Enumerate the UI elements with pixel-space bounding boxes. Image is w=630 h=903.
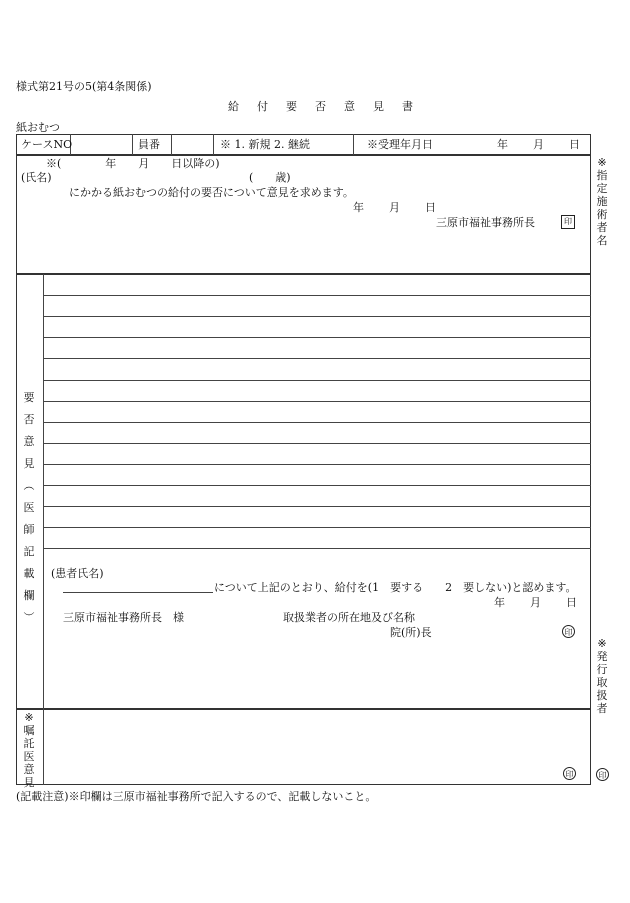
vertical-char: ※ (24, 711, 34, 724)
vertical-char: 行 (596, 663, 608, 676)
case-no-label: ケースNO (21, 138, 73, 151)
vertical-char: 名 (596, 234, 608, 247)
opinion-ruled-line (43, 380, 591, 381)
opinion-ruled-line (43, 485, 591, 486)
received-month-label: 月 (533, 138, 544, 151)
opinion-ruled-line (43, 337, 591, 338)
vertical-char: 指 (596, 169, 608, 182)
footer-note: (記載注意)※印欄は三原市福祉事務所で記入するので、記載しないこと。 (16, 790, 377, 803)
title-char: 否 (315, 100, 326, 113)
opinion-ruled-line (43, 443, 591, 444)
received-year-label: 年 (497, 138, 508, 151)
request-issuer: 三原市福祉事務所長 (436, 216, 535, 229)
vertical-char: 扱 (596, 689, 608, 702)
patient-name-underline[interactable] (63, 592, 213, 593)
vertical-char: ※ (597, 637, 607, 650)
vertical-char: 載 (23, 567, 35, 580)
vertical-char: 嘱 (23, 724, 35, 737)
document-title (219, 100, 422, 113)
vertical-char: ︵ (23, 479, 35, 492)
patient-name-label: (氏名) (21, 171, 52, 184)
commissioned-opinion-field[interactable] (45, 711, 589, 771)
document-subtitle: 紙おむつ (16, 121, 60, 134)
opinion-year-label: 年 (494, 596, 505, 609)
opinion-vertical-label (22, 391, 36, 633)
request-year-label: 年 (353, 201, 364, 214)
vertical-char: 記 (23, 545, 35, 558)
form-number: 様式第21号の5(第4条関係) (16, 80, 152, 93)
received-date-label: ※受理年月日 (367, 138, 433, 151)
issuing-handler-label (595, 637, 609, 715)
addressee: 三原市福祉事務所長 様 (63, 611, 184, 624)
vertical-char: 見 (23, 457, 35, 470)
opinion-month-label: 月 (530, 596, 541, 609)
since-date-line: ※( 年 月 日以降の) (46, 157, 220, 170)
vertical-char: 施 (596, 195, 608, 208)
vertical-char: ※ (597, 156, 607, 169)
title-char: 書 (402, 100, 413, 113)
provider-label: 取扱業者の所在地及び名称 (283, 611, 415, 624)
received-day-label: 日 (569, 138, 580, 151)
opinion-ruled-line (43, 422, 591, 423)
opinion-ruled-line (43, 401, 591, 402)
title-char: 要 (286, 100, 297, 113)
title-char: 給 (228, 100, 239, 113)
title-char: 付 (257, 100, 268, 113)
request-day-label: 日 (425, 201, 436, 214)
patient-name-field-label: (患者氏名) (51, 567, 104, 580)
opinion-section (16, 274, 591, 709)
opinion-ruled-line (43, 548, 591, 549)
vertical-char: 医 (23, 750, 35, 763)
opinion-ruled-line (43, 506, 591, 507)
vertical-char: 術 (596, 208, 608, 221)
vertical-char: 師 (23, 523, 35, 536)
vertical-char: ︶ (23, 611, 35, 624)
opinion-ruled-line (43, 464, 591, 465)
vertical-char: 見 (23, 776, 35, 789)
agreement-text: について上記のとおり、給付を(1 要する 2 要しない)と認めます。 (214, 581, 577, 594)
commissioned-seal-icon: 印 (563, 767, 576, 780)
vertical-char: 意 (23, 435, 35, 448)
opinion-ruled-line (43, 527, 591, 528)
opinion-ruled-line (43, 295, 591, 296)
opinion-ruled-line (43, 316, 591, 317)
vertical-char: 意 (23, 763, 35, 776)
vertical-char: 者 (596, 702, 608, 715)
title-char: 見 (373, 100, 384, 113)
director-label: 院(所)長 (390, 626, 432, 639)
request-month-label: 月 (389, 201, 400, 214)
vertical-char: 欄 (23, 589, 35, 602)
vertical-char: 発 (596, 650, 608, 663)
request-section (16, 155, 591, 274)
director-seal-icon: 印 (562, 625, 575, 638)
request-body-text: にかかる紙おむつの給付の要否について意見を求めます。 (69, 186, 354, 199)
member-no-label: 員番 (138, 138, 160, 151)
patient-age-label: ( 歳) (249, 171, 291, 184)
request-seal-icon: 印 (561, 215, 575, 229)
opinion-ruled-line (43, 358, 591, 359)
member-no-field[interactable] (172, 136, 212, 153)
case-no-field[interactable] (71, 136, 131, 153)
designated-practitioner-label (595, 156, 609, 247)
vertical-char: 医 (23, 501, 35, 514)
title-char: 意 (344, 100, 355, 113)
type-options[interactable]: ※ 1. 新規 2. 継続 (220, 138, 310, 151)
vertical-char: 要 (23, 391, 35, 404)
vertical-char: 託 (23, 737, 35, 750)
commissioned-vertical-label (22, 711, 36, 789)
vertical-char: 否 (23, 413, 35, 426)
vertical-char: 取 (596, 676, 608, 689)
vertical-char: 者 (596, 221, 608, 234)
vertical-char: 定 (596, 182, 608, 195)
opinion-day-label: 日 (566, 596, 577, 609)
issuing-seal-icon: 印 (596, 768, 609, 781)
